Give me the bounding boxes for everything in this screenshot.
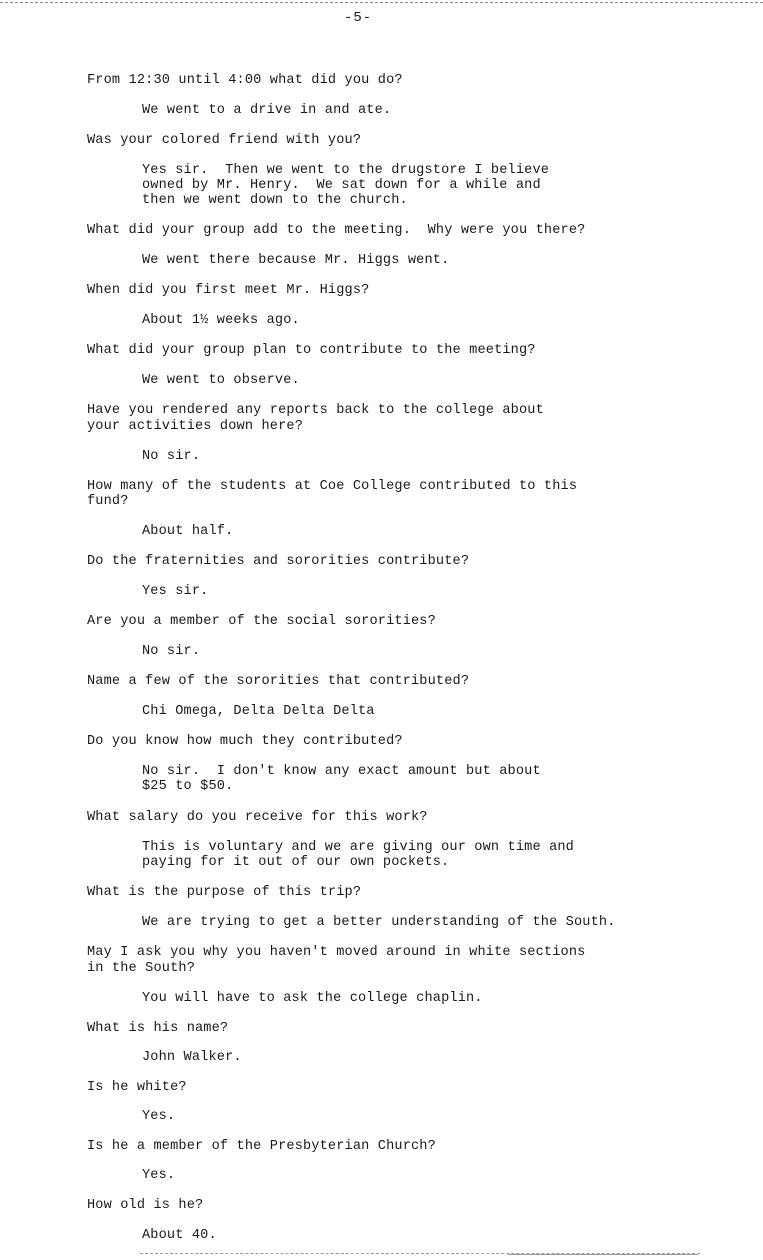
answer-line: We went to observe. (142, 373, 300, 388)
answer-line: About half. (142, 524, 234, 539)
answer-line: paying for it out of our own pockets. (142, 855, 450, 870)
question-line: What did your group plan to contribute to the meeting? (87, 343, 536, 358)
answer-line: owned by Mr. Henry. We sat down for a while and (142, 178, 541, 193)
answer-line: About 40. (142, 1228, 217, 1243)
answer-line: Yes sir. Then we went to the drugstore I believe (142, 163, 550, 178)
question-line: Was your colored friend with you? (87, 133, 362, 148)
question-line: Do you know how much they contributed? (87, 734, 403, 749)
question-line: May I ask you why you haven't moved around in white sections (87, 945, 586, 960)
question-line: When did you first meet Mr. Higgs? (87, 283, 370, 298)
question-line: Is he a member of the Presbyterian Church? (87, 1139, 436, 1154)
question-line: What did your group add to the meeting. Why were you there? (87, 223, 586, 238)
question-line: in the South? (87, 961, 195, 976)
answer-line: $25 to $50. (142, 779, 234, 794)
question-line: From 12:30 until 4:00 what did you do? (87, 73, 403, 88)
answer-line: This is voluntary and we are giving our own time and (142, 840, 574, 855)
answer-line: then we went down to the church. (142, 193, 408, 208)
question-line: Name a few of the sororities that contributed? (87, 674, 470, 689)
answer-line: Yes sir. (142, 584, 209, 599)
answer-line: You will have to ask the college chaplin. (142, 991, 483, 1006)
bottom-rule-solid (508, 1254, 698, 1255)
answer-line: No sir. (142, 644, 201, 659)
question-line: your activities down here? (87, 419, 303, 434)
answer-line: We went to a drive in and ate. (142, 103, 392, 118)
question-line: Have you rendered any reports back to the college about (87, 403, 544, 418)
question-line: What salary do you receive for this work? (87, 810, 428, 825)
page-number: -5- (344, 10, 373, 26)
question-line: Are you a member of the social sororities? (87, 614, 436, 629)
answer-line: We are trying to get a better understanding of the South. (142, 915, 616, 930)
answer-line: We went there because Mr. Higgs went. (142, 253, 450, 268)
question-line: What is his name? (87, 1021, 229, 1036)
answer-line: No sir. I don't know any exact amount but about (142, 764, 541, 779)
question-line: What is the purpose of this trip? (87, 885, 362, 900)
top-dashed-rule (0, 2, 763, 3)
answer-line: No sir. (142, 449, 201, 464)
question-line: Do the fraternities and sororities contribute? (87, 554, 470, 569)
answer-line: John Walker. (142, 1050, 242, 1065)
answer-line: About 1½ weeks ago. (142, 313, 300, 328)
answer-line: Chi Omega, Delta Delta Delta (142, 704, 375, 719)
question-line: fund? (87, 494, 129, 509)
question-line: How old is he? (87, 1198, 204, 1213)
answer-line: Yes. (142, 1109, 176, 1124)
answer-line: Yes. (142, 1168, 176, 1183)
question-line: Is he white? (87, 1080, 187, 1095)
question-line: How many of the students at Coe College contributed to this (87, 479, 578, 494)
